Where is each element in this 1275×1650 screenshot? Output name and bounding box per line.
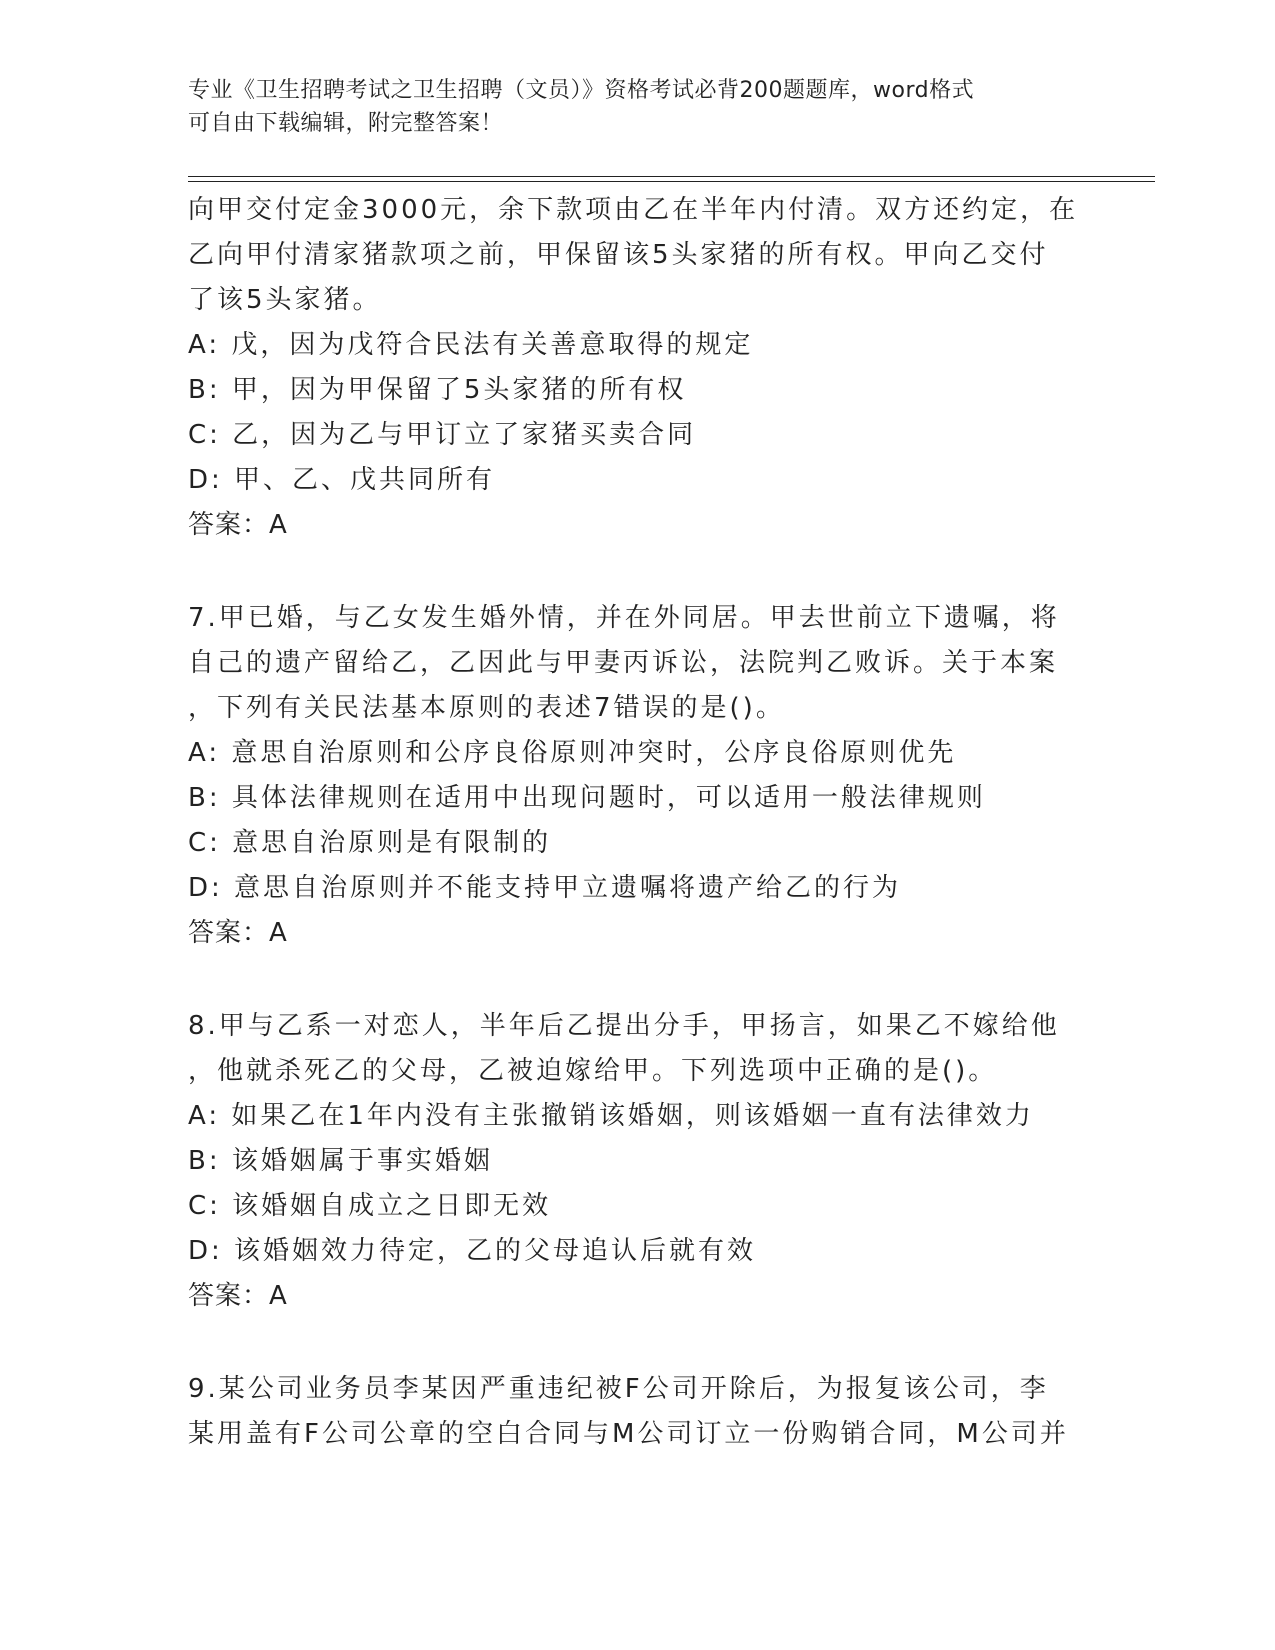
option-c: C: 意思自治原则是有限制的	[188, 828, 552, 858]
question-text-line: 9.某公司业务员李某因严重违纪被F公司开除后，为报复该公司，李	[188, 1374, 1049, 1404]
answer-line: 答案：A	[188, 1281, 288, 1311]
question-7	[188, 596, 1088, 956]
question-9	[188, 1367, 1088, 1457]
question-text-line: 某用盖有F公司公章的空白合同与M公司订立一份购销合同，M公司并	[188, 1419, 1069, 1449]
question-text-line: 7.甲已婚，与乙女发生婚外情，并在外同居。甲去世前立下遗嘱，将	[188, 603, 1060, 633]
option-d: D: 甲、乙、戊共同所有	[188, 465, 496, 495]
question-text-line: 8.甲与乙系一对恋人，半年后乙提出分手，甲扬言，如果乙不嫁给他	[188, 1011, 1060, 1041]
header-line-2: 可自由下载编辑，附完整答案！	[188, 111, 504, 136]
answer-line: 答案：A	[188, 918, 288, 948]
question-text-line: 向甲交付定金3000元，余下款项由乙在半年内付清。双方还约定，在	[188, 195, 1079, 225]
header-rule-top	[188, 176, 1155, 177]
question-text-line: 了该5头家猪。	[188, 285, 382, 315]
option-d: D: 该婚姻效力待定，乙的父母追认后就有效	[188, 1236, 757, 1266]
header-rule-bottom	[188, 181, 1155, 182]
header-line-1: 专业《卫生招聘考试之卫生招聘（文员）》资格考试必背200题题库，word格式	[188, 78, 975, 103]
option-a: A: 戊，因为戊符合民法有关善意取得的规定	[188, 330, 754, 360]
question-continuation	[188, 188, 1088, 548]
question-text-line: ，他就杀死乙的父母，乙被迫嫁给甲。下列选项中正确的是()。	[188, 1056, 998, 1086]
spacer	[188, 1319, 1088, 1367]
option-d: D: 意思自治原则并不能支持甲立遗嘱将遗产给乙的行为	[188, 873, 902, 903]
option-c: C: 乙，因为乙与甲订立了家猪买卖合同	[188, 420, 697, 450]
spacer	[188, 548, 1088, 596]
option-b: B: 甲，因为甲保留了5头家猪的所有权	[188, 375, 687, 405]
answer-line: 答案：A	[188, 510, 288, 540]
document-body	[188, 188, 1088, 1457]
option-c: C: 该婚姻自成立之日即无效	[188, 1191, 552, 1221]
question-8	[188, 1004, 1088, 1319]
question-text-line: 乙向甲付清家猪款项之前，甲保留该5头家猪的所有权。甲向乙交付	[188, 240, 1049, 270]
option-a: A: 意思自治原则和公序良俗原则冲突时，公序良俗原则优先	[188, 738, 957, 768]
spacer	[188, 956, 1088, 1004]
option-b: B: 具体法律规则在适用中出现问题时，可以适用一般法律规则	[188, 783, 986, 813]
option-b: B: 该婚姻属于事实婚姻	[188, 1146, 493, 1176]
option-a: A: 如果乙在1年内没有主张撤销该婚姻，则该婚姻一直有法律效力	[188, 1101, 1034, 1131]
document-header	[188, 74, 1088, 140]
question-text-line: 自己的遗产留给乙，乙因此与甲妻丙诉讼，法院判乙败诉。关于本案	[188, 648, 1059, 678]
question-text-line: ，下列有关民法基本原则的表述7错误的是()。	[188, 693, 785, 723]
